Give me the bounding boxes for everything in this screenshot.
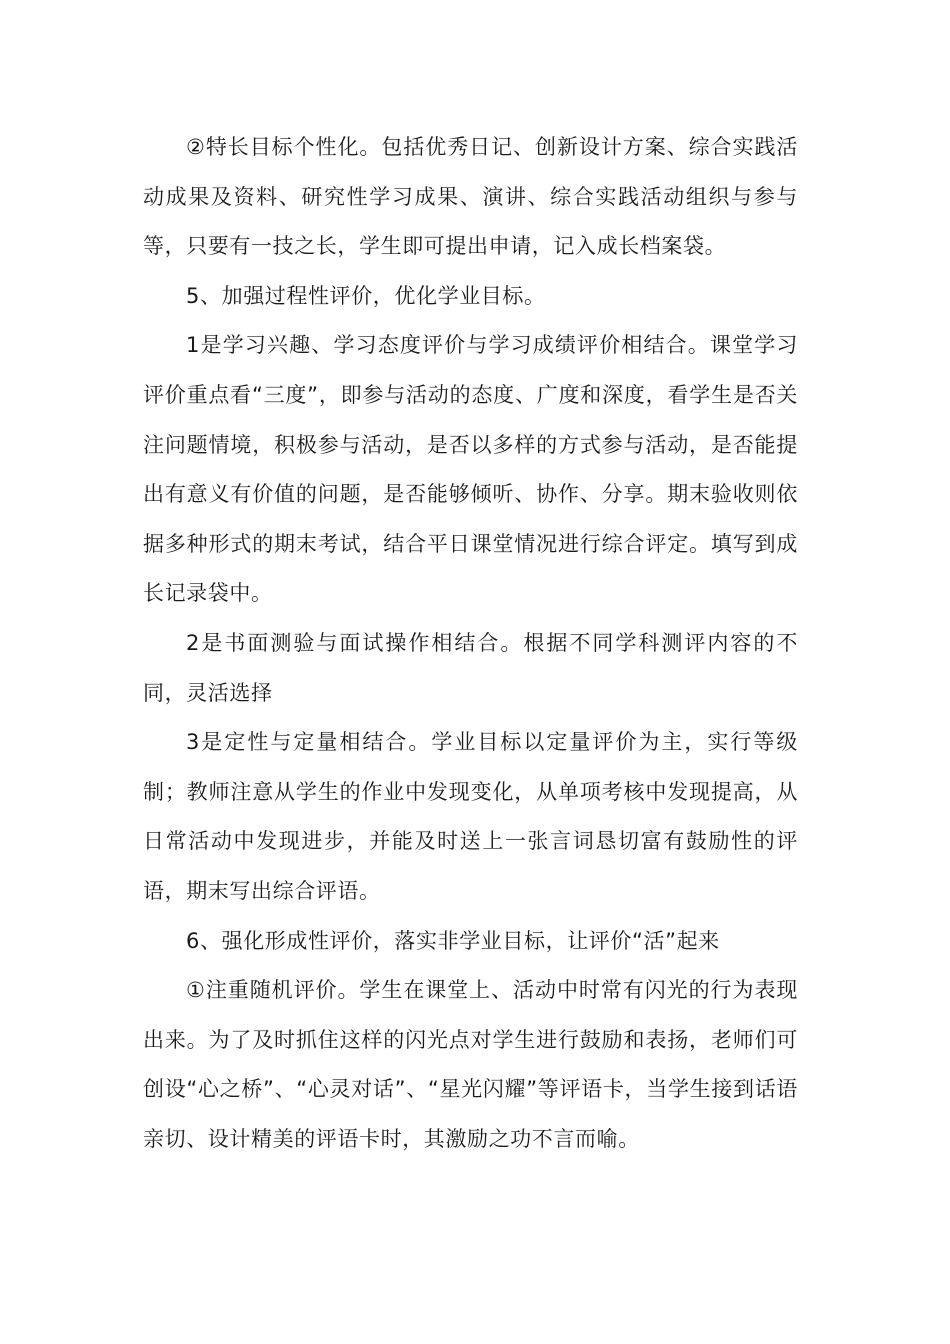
- paragraph-interest-attitude: 1是学习兴趣、学习态度评价与学习成绩评价相结合。课堂学习评价重点看“三度”，即参与活动的态度、广度和深度，看学生是否关注问题情境，积极参与活动，是否以多样的方式参与活动，是否能提出有意义有价值的问题，是否能够倾听、协作、分享。期末验收则依据多种形式的期末考试，结合平日课堂情况进行综合评定。填写到成长记录袋中。: [143, 333, 798, 606]
- paragraph-random-evaluation: ①注重随机评价。学生在课堂上、活动中时常有闪光的行为表现出来。为了及时抓住这样的闪光点对学生进行鼓励和表扬，老师们可创设“心之桥”、“心灵对话”、“星光闪耀”等评语卡，当学生接到话语亲切、设计精美的评语卡时，其激励之功不言而喻。: [143, 978, 798, 1151]
- paragraph-qualitative-quantitative: 3是定性与定量相结合。学业目标以定量评价为主，实行等级制；教师注意从学生的作业中发现变化，从单项考核中发现提高，从日常活动中发现进步，并能及时送上一张言词恳切富有鼓励性的评语，期末写出综合评语。: [143, 730, 798, 903]
- heading-process-evaluation: 5、加强过程性评价，优化学业目标。: [186, 283, 546, 308]
- heading-formative-evaluation: 6、强化形成性评价，落实非学业目标，让评价“活”起来: [186, 928, 720, 953]
- paragraph-written-interview: 2是书面测验与面试操作相结合。根据不同学科测评内容的不同，灵活选择: [143, 630, 798, 705]
- document-body: [143, 123, 798, 1164]
- paragraph-specialty-goals: ②特长目标个性化。包括优秀日记、创新设计方案、综合实践活动成果及资料、研究性学习成果、演讲、综合实践活动组织与参与等，只要有一技之长，学生即可提出申请，记入成长档案袋。: [143, 135, 798, 259]
